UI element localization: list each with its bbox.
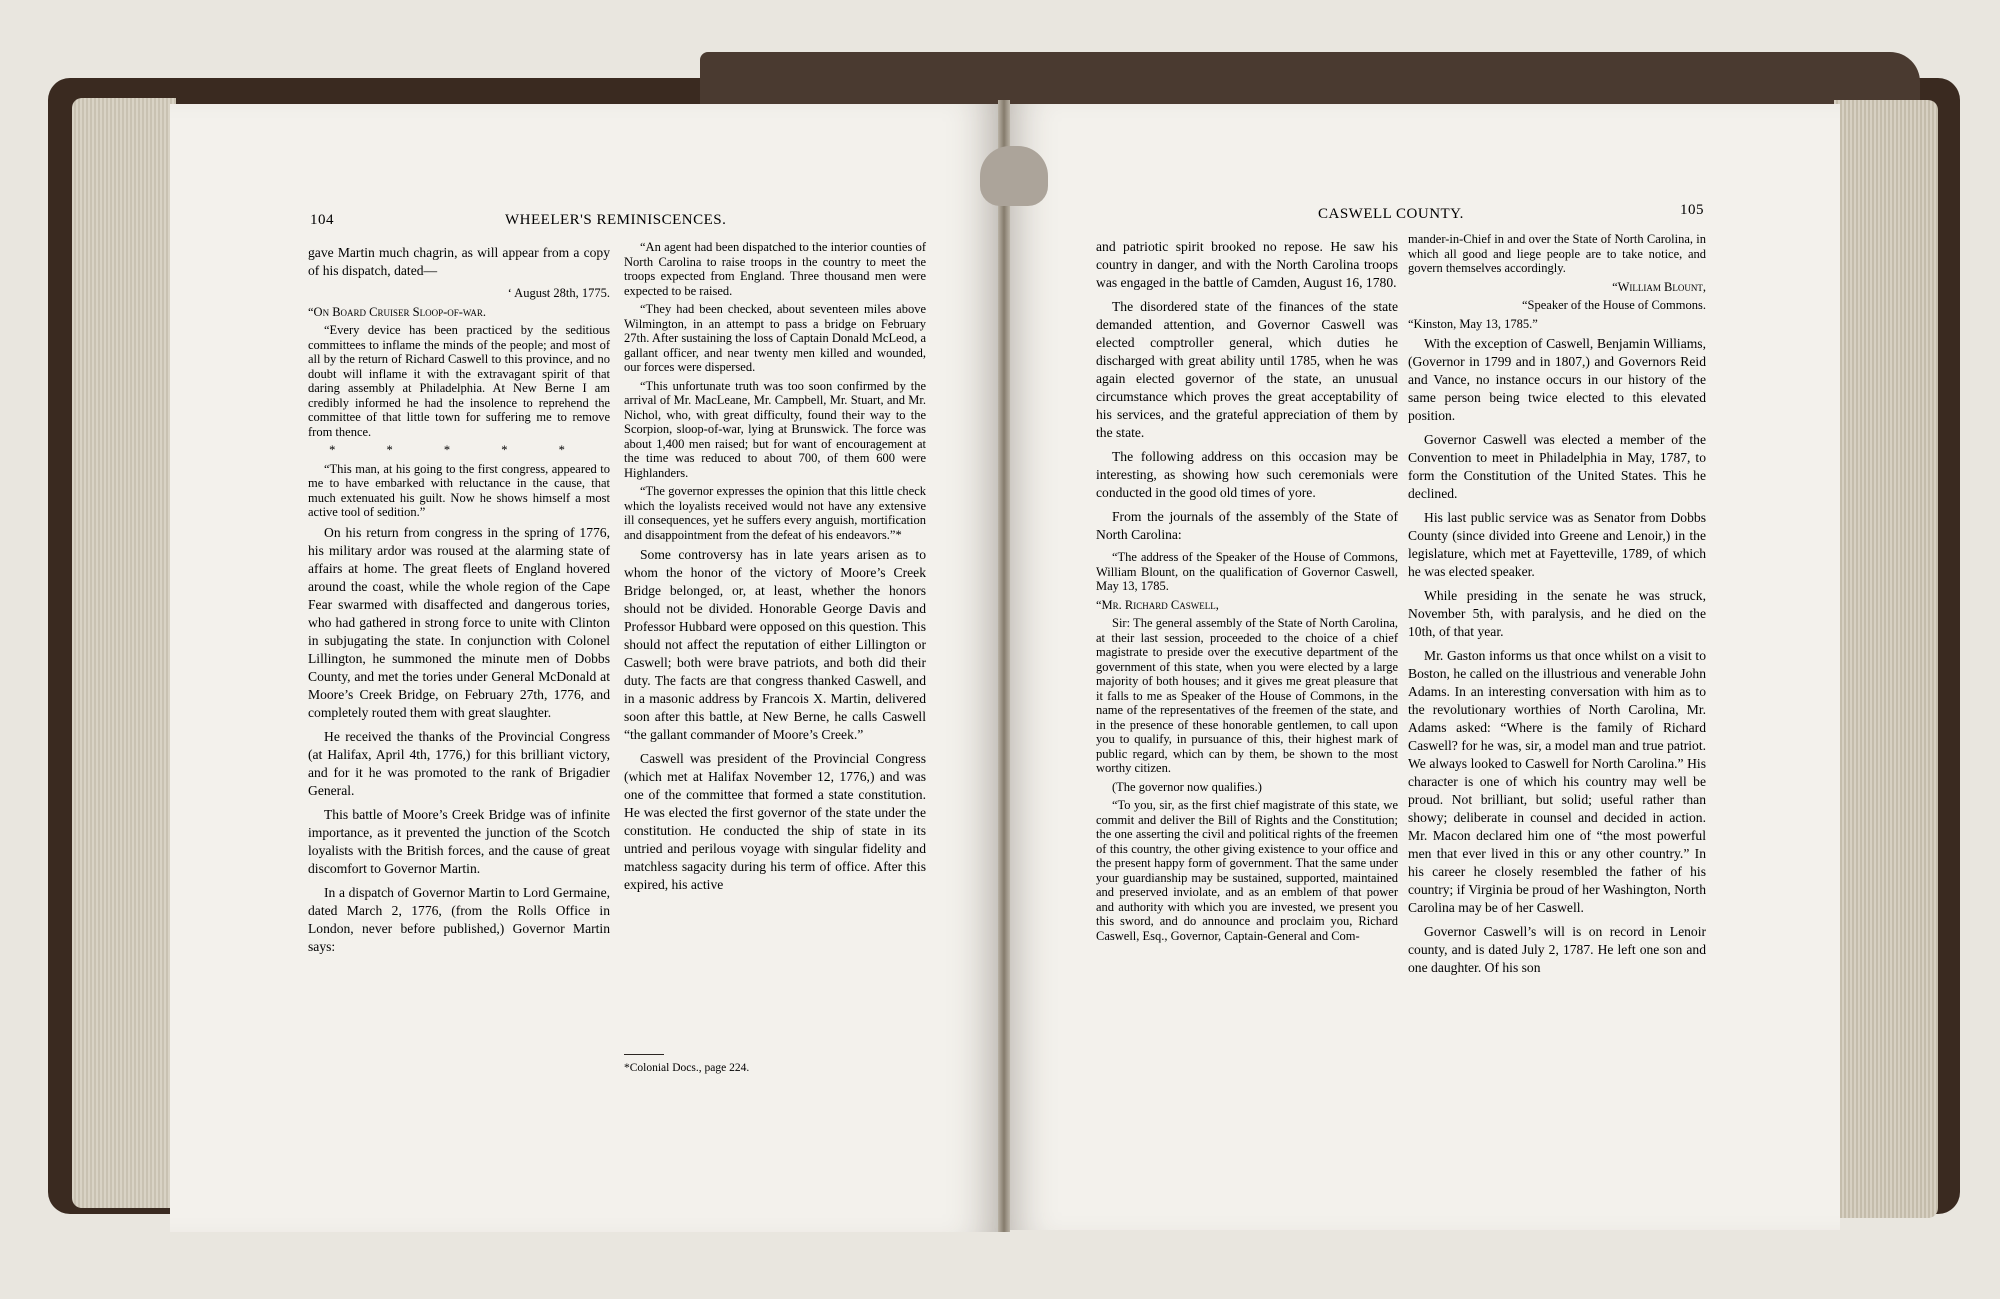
- left-col2-paragraph: “This unfortunate truth was too soon confirmed by the arrival of Mr. MacLeane, Mr. Campbell, Mr. Stuart, and Mr. Nichol, who, with great difficulty, found their way to the Scorpion, sloop-of-war, lying at Brunswick. The force was about 1,400 men raised; but for want of encouragement at the time was reduced to about 700, of them 600 were Highlanders.: [624, 378, 926, 480]
- right-col1-paragraph: “To you, sir, as the first chief magistrate of this state, we commit and deliver the Bill of Rights and the Constitution; the one asserting the civil and political rights of the freemen of this country, the other giving existence to your office and the present happy form of government. That the same under your guardianship may be sustained, supported, maintained and preserved inviolate, and as an emblem of that power and authority with which you are invested, we present you this sword, and do announce and proclaim you, Richard Caswell, Esq., Governor, Captain-General and Com-: [1096, 798, 1398, 943]
- left-col2-paragraph: Some controversy has in late years arisen as to whom the honor of the victory of Moore’s Creek Bridge belonged, or, at least, whether the honors should not be divided. Honorable George Davis and Professor Hubbard were opposed on this question. This should not affect the reputation of either Lillington or Caswell; both were brave patriots, and both did their duty. The facts are that congress thanked Caswell, and in a masonic address by Francois X. Martin, delivered soon after this battle, at New Berne, he calls Caswell “the gallant commander of Moore’s Creek.”: [624, 547, 926, 742]
- right-col1-paragraph: Sir: The general assembly of the State of North Carolina, at their last session, proceeded to the choice of a chief magistrate to preside over the executive department of the government of this state, when you were elected by a large majority of both houses; and it gives me great pleasure that it falls to me as Speaker of the House of Commons, in the name of the representatives of the freemen of the state, and in the presence of these honorable gentlemen, to call upon you to qualify, in pursuance of this, their highest mark of public regard, which can by them, be shown to the most worthy citizen.: [1096, 616, 1398, 775]
- left-running-head: WHEELER'S REMINISCENCES.: [505, 212, 727, 228]
- book-gutter: [998, 100, 1010, 1232]
- right-col1-paragraph: From the journals of the assembly of the State of North Carolina:: [1096, 509, 1398, 542]
- right-col2-paragraph: mander-in-Chief in and over the State of North Carolina, in which all good and liege people are to take notice, and govern themselves accordingly.: [1408, 232, 1706, 275]
- binding-clip: [980, 146, 1048, 206]
- left-page-edges: [72, 98, 176, 1208]
- left-col1-paragraph: “This man, at his going to the first congress, appeared to me to have embarked with reluctance in the cause, that much extenuated his guilt. Now he shows himself a most active tool of sedition.”: [308, 461, 610, 519]
- right-col2-paragraph: With the exception of Caswell, Benjamin Williams, (Governor in 1799 and in 1807,) and Governors Reid and Vance, no instance occurs in our history of the same person being twice elected to this elevated position.: [1408, 336, 1706, 423]
- left-column-2: [624, 240, 926, 900]
- right-col2-paragraph: “Speaker of the House of Commons.: [1522, 298, 1706, 312]
- left-col2-paragraph: “An agent had been dispatched to the interior counties of North Carolina to raise troops in the country to meet the troops expected from England. Three thousand men were expected to be raised.: [624, 240, 926, 298]
- left-col1-paragraph: “On Board Cruiser Sloop-of-war.: [308, 304, 487, 319]
- right-col2-paragraph: While presiding in the senate he was struck, November 5th, with paralysis, and he died on the 10th, of that year.: [1408, 588, 1706, 639]
- right-column-1: [1096, 238, 1398, 947]
- right-col2-paragraph: Governor Caswell was elected a member of the Convention to meet in Philadelphia in May, 1787, to form the Constitution of the United States. This he declined.: [1408, 432, 1706, 501]
- left-col2-paragraph: Caswell was president of the Provincial Congress (which met at Halifax November 12, 1776,) and was one of the committee that formed a state constitution. He was elected the first governor of the state under the constitution. He conducted the ship of state in its untried and perilous voyage with singular fidelity and matchless sagacity during his term of office. After this expired, his active: [624, 751, 926, 892]
- footnote: *Colonial Docs., page 224.: [624, 1062, 750, 1074]
- right-col1-paragraph: The disordered state of the finances of the state demanded attention, and Governor Caswell was elected comptroller general, which duties he discharged with great ability until 1785, when he was again elected governor of the state, an unusual circumstance which proves the great acceptability of his services, and the grateful appreciation of them by the state.: [1096, 299, 1398, 440]
- right-col1-paragraph: “The address of the Speaker of the House of Commons, William Blount, on the qualification of Governor Caswell, May 13, 1785.: [1096, 550, 1398, 593]
- right-page-number: 105: [1680, 202, 1704, 218]
- right-col2-paragraph: “Kinston, May 13, 1785.”: [1408, 316, 1538, 331]
- left-col1-paragraph: This battle of Moore’s Creek Bridge was of infinite importance, as it prevented the junction of the Scotch loyalists with the British forces, and the cause of great discomfort to Governor Martin.: [308, 806, 610, 876]
- right-col2-paragraph: Governor Caswell’s will is on record in Lenoir county, and is dated July 2, 1787. He left one son and one daughter. Of his son: [1408, 924, 1706, 975]
- right-col2-paragraph: His last public service was as Senator from Dobbs County (since divided into Greene and Lenoir,) in the legislature, which met at Fayetteville, 1789, of which he was elected speaker.: [1408, 510, 1706, 579]
- right-col2-paragraph: Mr. Gaston informs us that once whilst on a visit to Boston, he called on the illustrious and venerable John Adams. In an interesting conversation with him as to the revolutionary worthies of North Carolina, Mr. Adams asked: “Where is the family of Richard Caswell? for he was, sir, a model man and true patriot. We always looked to Caswell for North Carolina.” His character is one of which his country may well be proud. Not brilliant, but solid; useful rather than showy; deliberate in counsel and decided in action. Mr. Macon declared him one of “the most powerful men that ever lived in this or any other country.” In his career he closely resembled the father of his country; if Virginia be proud of her Washington, North Carolina may be of her Caswell.: [1408, 648, 1706, 915]
- left-col1-paragraph: * * * * *: [329, 443, 589, 457]
- left-page-number: 104: [310, 212, 334, 228]
- footnote-block: [624, 1050, 926, 1077]
- right-col2-paragraph: “William Blount,: [1612, 279, 1706, 294]
- right-col1-paragraph: “Mr. Richard Caswell,: [1096, 597, 1219, 612]
- left-col1-paragraph: gave Martin much chagrin, as will appear from a copy of his dispatch, dated—: [308, 245, 610, 278]
- left-col1-paragraph: “Every device has been practiced by the seditious committees to inflame the minds of the people; and most of all by the return of Richard Caswell to this province, and no doubt will inflame it with the extravagant spirit of that daring assembly at Philadelphia. At New Berne I am credibly informed he had the insolence to reprehend the committee of that little town for suffering me to remove from thence.: [308, 323, 610, 439]
- right-col1-paragraph: (The governor now qualifies.): [1112, 779, 1262, 794]
- book-spine: [700, 52, 1920, 112]
- left-col1-paragraph: In a dispatch of Governor Martin to Lord Germaine, dated March 2, 1776, (from the Rolls Office in London, never before published,) Governor Martin says:: [308, 884, 610, 954]
- right-col1-paragraph: and patriotic spirit brooked no repose. He saw his country in danger, and with the North Carolina troops was engaged in the battle of Camden, August 16, 1780.: [1096, 239, 1398, 290]
- right-page-edges: [1834, 100, 1938, 1218]
- right-column-2: [1408, 232, 1706, 983]
- right-running-head: CASWELL COUNTY.: [1318, 206, 1464, 222]
- left-col1-paragraph: He received the thanks of the Provincial Congress (at Halifax, April 4th, 1776,) for this brilliant victory, and for it he was promoted to the rank of Brigadier General.: [308, 728, 610, 798]
- right-col1-paragraph: The following address on this occasion may be interesting, as showing how such ceremonials were conducted in the good old times of yore.: [1096, 449, 1398, 500]
- left-col2-paragraph: “They had been checked, about seventeen miles above Wilmington, in an attempt to pass a bridge on February 27th. After sustaining the loss of Captain Donald McLeod, a gallant officer, and near twenty men killed and wounded, our forces were dispersed.: [624, 302, 926, 374]
- left-col2-paragraph: “The governor expresses the opinion that this little check which the loyalists received would not have any extensive ill consequences, yet he suffers every anguish, mortification and disappointment from the defeat of his endeavors.”*: [624, 484, 926, 542]
- left-column-1: [308, 244, 610, 962]
- left-col1-paragraph: ‘ August 28th, 1775.: [507, 286, 610, 300]
- left-col1-paragraph: On his return from congress in the spring of 1776, his military ardor was roused at the alarming state of affairs at home. The great fleets of England hovered around the coast, while the whole region of the Cape Fear swarmed with disaffected and dangerous tories, who had gathered in strong force to unite with Clinton in subjugating the state. In conjunction with Colonel Lillington, he summoned the minute men of Dobbs County, and met the tories under General McDonald at Moore’s Creek Bridge, on February 27th, 1776, and completely routed them with great slaughter.: [308, 524, 610, 720]
- footnote-rule: [624, 1054, 664, 1055]
